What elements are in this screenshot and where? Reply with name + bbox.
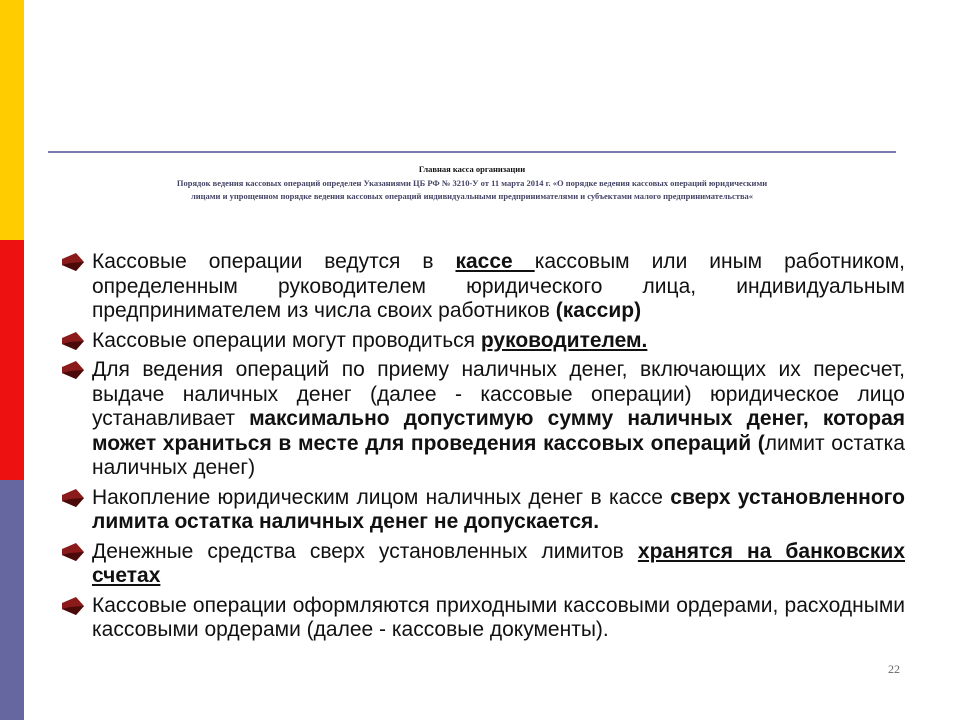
bullet-text: Для ведения операций по приему наличных денег, включающих их пересчет, выдаче наличных денег (далее - кассовые операции) юридическое лицо устанавливает [92,358,905,430]
title-divider [48,151,896,153]
bullet-emphasis: хранятся на банковских счетах [92,539,905,587]
bullet-text: кассовым или иным работником, определенным руководителем юридического лица, индивидуальным предпринимателем из числа своих работников [92,250,905,322]
slide-subtitle [48,177,896,203]
bullet-item [60,329,905,354]
bullet-text: Кассовые операции оформляются приходными кассовыми ордерами, расходными кассовыми ордерами (далее - кассовые документы). [92,593,905,641]
bullet-emphasis: руководителем. [480,328,648,352]
side-stripe-red [0,240,24,480]
bullet-list [60,250,905,648]
slide-header [48,164,896,203]
bullet-text: ( [751,431,765,455]
red-arrow-bullet-icon [60,329,90,353]
red-arrow-bullet-icon [60,250,90,274]
slide-title: Главная касса организации [418,164,526,174]
bullet-text: Кассовые операции ведутся в [92,250,456,273]
bullet-item [60,358,905,481]
subtitle-line-1: Порядок ведения кассовых операций определен Указаниями ЦБ РФ № 3210-У от 11 марта 2014 г. «О порядке ведения кассовых операций юридическими [176,178,768,188]
red-arrow-bullet-icon [60,540,90,564]
red-arrow-bullet-icon [60,486,90,510]
page-number: 22 [888,662,900,676]
bullet-item [60,540,905,589]
bullet-text: Денежные средства сверх установленных лимитов [92,539,638,563]
bullet-item [60,594,905,643]
bullet-emphasis: (кассир) [555,299,642,322]
bullet-text: Накопление юридическим лицом наличных денег в кассе [92,485,671,509]
bullet-emphasis: сверх установленного лимита остатка наличных денег не допускается. [92,485,905,533]
side-stripe-yellow [0,0,24,240]
bullet-item [60,250,905,324]
subtitle-line-2: лицами и упрощенном порядке ведения кассовых операций индивидуальными предпринимателями и субъектами малого предпринимательства« [190,191,754,201]
red-arrow-bullet-icon [60,594,90,618]
bullet-item [60,486,905,535]
bullet-emphasis: максимально допустимую сумму наличных денег, которая может храниться в месте для проведения кассовых операций [92,407,905,455]
bullet-emphasis: кассе [455,250,535,273]
side-stripe-purple [0,480,24,720]
bullet-text: лимит остатка наличных денег) [92,431,905,479]
bullet-text: Кассовые операции могут проводиться [92,328,481,352]
red-arrow-bullet-icon [60,358,90,382]
